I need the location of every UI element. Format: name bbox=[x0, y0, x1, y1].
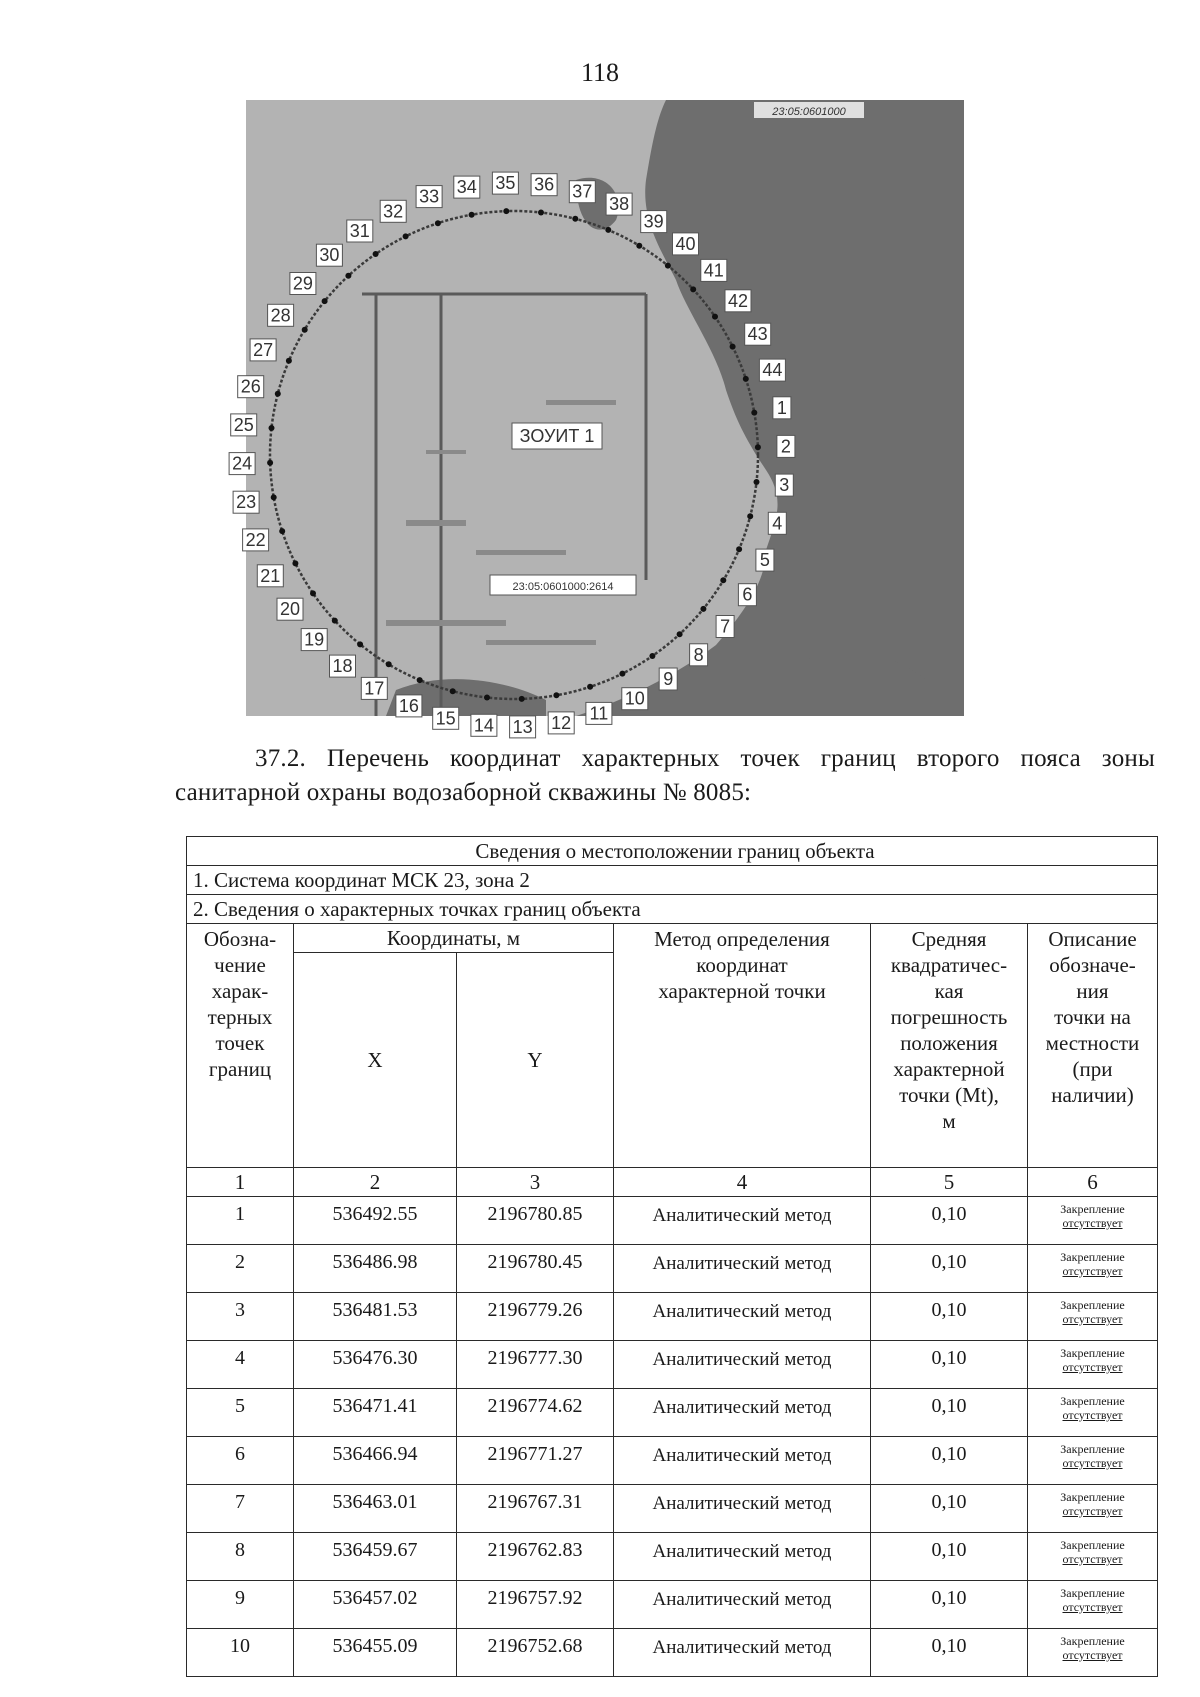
boundary-point-number: 22 bbox=[245, 529, 266, 550]
point-description bbox=[1028, 1581, 1158, 1629]
boundary-point-marker bbox=[417, 677, 423, 683]
boundary-point-marker bbox=[755, 444, 761, 450]
table-title: Сведения о местоположении границ объекта bbox=[187, 837, 1158, 866]
point-description bbox=[1028, 1293, 1158, 1341]
boundary-point-marker bbox=[587, 684, 593, 690]
boundary-point-number: 33 bbox=[419, 186, 440, 207]
mt-error: 0,10 bbox=[871, 1629, 1028, 1677]
boundary-point-number: 44 bbox=[762, 360, 783, 381]
point-number: 4 bbox=[187, 1341, 294, 1389]
boundary-point-marker bbox=[345, 273, 351, 279]
boundary-point-number: 17 bbox=[364, 678, 385, 699]
point-number: 9 bbox=[187, 1581, 294, 1629]
col-number: 4 bbox=[614, 1168, 871, 1197]
boundary-point-label bbox=[777, 435, 795, 457]
boundary-point-marker bbox=[736, 546, 742, 552]
boundary-point-number: 31 bbox=[349, 221, 370, 241]
x-coordinate: 536481.53 bbox=[294, 1293, 457, 1341]
method: Аналитический метод bbox=[614, 1197, 871, 1245]
y-coordinate: 2196762.83 bbox=[457, 1533, 614, 1581]
description-line: Закрепление bbox=[1060, 1586, 1125, 1600]
coordinate-system: 1. Система координат МСК 23, зона 2 bbox=[187, 866, 1158, 895]
y-coordinate: 2196777.30 bbox=[457, 1341, 614, 1389]
y-coordinate: 2196780.45 bbox=[457, 1245, 614, 1293]
boundary-point-marker bbox=[484, 695, 490, 701]
boundary-point-label bbox=[641, 211, 667, 233]
point-description bbox=[1028, 1533, 1158, 1581]
boundary-point-label bbox=[548, 712, 574, 734]
boundary-point-label bbox=[745, 323, 771, 345]
boundary-point-number: 7 bbox=[720, 616, 731, 637]
method: Аналитический метод bbox=[614, 1389, 871, 1437]
boundary-point-label bbox=[738, 584, 756, 606]
point-description bbox=[1028, 1197, 1158, 1245]
boundary-point-number: 30 bbox=[319, 245, 340, 266]
boundary-point-marker bbox=[538, 210, 544, 216]
boundary-point-number: 21 bbox=[260, 565, 281, 586]
boundary-point-label bbox=[250, 339, 276, 361]
table-row bbox=[187, 1533, 1158, 1581]
boundary-point-marker bbox=[743, 376, 749, 382]
boundary-point-label bbox=[277, 598, 303, 620]
description-line: Закрепление bbox=[1060, 1250, 1125, 1264]
boundary-point-marker bbox=[665, 263, 671, 269]
boundary-point-label bbox=[330, 655, 356, 677]
boundary-point-marker bbox=[712, 314, 718, 320]
x-coordinate: 536476.30 bbox=[294, 1341, 457, 1389]
col-number: 3 bbox=[457, 1168, 614, 1197]
header-coordinates: Координаты, м bbox=[294, 924, 614, 953]
boundary-point-number: 2 bbox=[780, 436, 791, 457]
method: Аналитический метод bbox=[614, 1341, 871, 1389]
boundary-point-number: 26 bbox=[240, 376, 261, 397]
table-row bbox=[187, 1485, 1158, 1533]
table-row bbox=[187, 1341, 1158, 1389]
header-x: X bbox=[294, 953, 457, 1168]
point-description bbox=[1028, 1437, 1158, 1485]
boundary-point-label bbox=[773, 397, 791, 419]
point-number: 2 bbox=[187, 1245, 294, 1293]
cadastral-top-label bbox=[754, 102, 864, 118]
boundary-point-marker bbox=[677, 631, 683, 637]
boundary-point-marker bbox=[267, 460, 273, 466]
section-title: 2. Сведения о характерных точках границ объекта bbox=[187, 895, 1158, 924]
mt-error: 0,10 bbox=[871, 1533, 1028, 1581]
boundary-point-number: 38 bbox=[609, 194, 630, 215]
boundary-point-number: 25 bbox=[233, 414, 254, 435]
boundary-point-marker bbox=[503, 208, 509, 214]
boundary-point-marker bbox=[386, 661, 392, 667]
boundary-point-number: 24 bbox=[232, 453, 253, 474]
boundary-point-label bbox=[471, 714, 497, 736]
x-coordinate: 536492.55 bbox=[294, 1197, 457, 1245]
boundary-point-label bbox=[433, 707, 459, 729]
section-heading: 37.2. Перечень координат характерных точек границ второго пояса зоны санитарной охраны водозаборной скважины № 8085: bbox=[175, 745, 1155, 806]
page-number: 118 bbox=[580, 58, 620, 87]
column-numbers-row bbox=[187, 1168, 1158, 1197]
method: Аналитический метод bbox=[614, 1485, 871, 1533]
boundary-point-number: 1 bbox=[776, 397, 787, 418]
mt-error: 0,10 bbox=[871, 1485, 1028, 1533]
boundary-point-label bbox=[622, 688, 648, 710]
boundary-point-number: 10 bbox=[624, 688, 645, 709]
point-number: 8 bbox=[187, 1533, 294, 1581]
boundary-point-number: 42 bbox=[727, 290, 749, 311]
point-description bbox=[1028, 1341, 1158, 1389]
boundary-point-label bbox=[380, 200, 406, 222]
description-line: Закрепление bbox=[1060, 1346, 1125, 1360]
coordinates-table bbox=[186, 836, 1158, 1677]
boundary-point-number: 41 bbox=[703, 260, 724, 281]
boundary-point-label bbox=[454, 176, 480, 198]
mt-error: 0,10 bbox=[871, 1245, 1028, 1293]
boundary-point-label bbox=[233, 491, 259, 513]
point-description bbox=[1028, 1389, 1158, 1437]
method: Аналитический метод bbox=[614, 1629, 871, 1677]
table-row bbox=[187, 1245, 1158, 1293]
table-row bbox=[187, 1629, 1158, 1677]
boundary-point-number: 12 bbox=[551, 712, 572, 733]
point-number: 1 bbox=[187, 1197, 294, 1245]
boundary-point-label bbox=[243, 529, 269, 551]
boundary-point-marker bbox=[700, 606, 706, 612]
mt-error: 0,10 bbox=[871, 1581, 1028, 1629]
boundary-point-label bbox=[396, 695, 422, 717]
point-number: 3 bbox=[187, 1293, 294, 1341]
boundary-point-label bbox=[775, 474, 793, 496]
boundary-point-label bbox=[231, 414, 257, 436]
description-line: отсутствует bbox=[1062, 1408, 1123, 1422]
boundary-point-marker bbox=[649, 653, 655, 659]
boundary-point-number: 14 bbox=[473, 715, 494, 736]
y-coordinate: 2196757.92 bbox=[457, 1581, 614, 1629]
x-coordinate: 536466.94 bbox=[294, 1437, 457, 1485]
description-line: Закрепление bbox=[1060, 1490, 1125, 1504]
map-svg bbox=[232, 100, 964, 737]
boundary-point-label bbox=[673, 233, 699, 255]
table-row bbox=[187, 1293, 1158, 1341]
boundary-point-marker bbox=[619, 671, 625, 677]
boundary-point-label bbox=[301, 629, 327, 651]
point-description bbox=[1028, 1629, 1158, 1677]
method: Аналитический метод bbox=[614, 1581, 871, 1629]
boundary-point-label bbox=[606, 193, 632, 215]
boundary-point-marker bbox=[403, 233, 409, 239]
boundary-point-label bbox=[716, 616, 734, 638]
table-row bbox=[187, 1389, 1158, 1437]
point-number: 5 bbox=[187, 1389, 294, 1437]
parcel-label-text: 23:05:0601000:2614 bbox=[512, 581, 614, 593]
boundary-point-marker bbox=[751, 410, 757, 416]
boundary-point-label bbox=[257, 565, 283, 587]
boundary-point-label bbox=[361, 677, 387, 699]
description-line: Закрепление bbox=[1060, 1298, 1125, 1312]
boundary-point-marker bbox=[332, 618, 338, 624]
y-coordinate: 2196771.27 bbox=[457, 1437, 614, 1485]
boundary-point-marker bbox=[519, 696, 525, 702]
boundary-point-label bbox=[690, 644, 708, 666]
description-line: отсутствует bbox=[1062, 1504, 1123, 1518]
boundary-point-marker bbox=[275, 391, 281, 397]
boundary-point-number: 19 bbox=[304, 629, 325, 650]
boundary-point-marker bbox=[572, 216, 578, 222]
point-number: 6 bbox=[187, 1437, 294, 1485]
x-coordinate: 536459.67 bbox=[294, 1533, 457, 1581]
boundary-point-label bbox=[416, 186, 442, 208]
boundary-point-marker bbox=[286, 358, 292, 364]
y-coordinate: 2196779.26 bbox=[457, 1293, 614, 1341]
description-line: отсутствует bbox=[1062, 1216, 1123, 1230]
description-line: Закрепление bbox=[1060, 1538, 1125, 1552]
boundary-point-number: 16 bbox=[398, 695, 419, 716]
map-figure bbox=[232, 100, 964, 737]
header-method: Метод определения координат характерной точки bbox=[614, 924, 871, 1168]
boundary-point-number: 15 bbox=[435, 708, 456, 729]
boundary-point-marker bbox=[310, 590, 316, 596]
boundary-point-marker bbox=[469, 212, 475, 218]
boundary-point-marker bbox=[292, 560, 298, 566]
description-line: Закрепление bbox=[1060, 1634, 1125, 1648]
boundary-point-number: 37 bbox=[572, 181, 593, 202]
y-coordinate: 2196780.85 bbox=[457, 1197, 614, 1245]
mt-error: 0,10 bbox=[871, 1437, 1028, 1485]
description-line: отсутствует bbox=[1062, 1360, 1123, 1374]
boundary-point-number: 23 bbox=[236, 492, 257, 513]
boundary-point-label bbox=[701, 259, 727, 281]
boundary-point-marker bbox=[269, 425, 275, 431]
x-coordinate: 536455.09 bbox=[294, 1629, 457, 1677]
boundary-point-label bbox=[238, 376, 264, 398]
boundary-point-number: 29 bbox=[292, 273, 313, 294]
boundary-point-label bbox=[759, 359, 785, 381]
boundary-point-marker bbox=[720, 577, 726, 583]
boundary-point-number: 11 bbox=[589, 703, 609, 724]
boundary-point-number: 27 bbox=[253, 339, 274, 360]
table-row bbox=[187, 1581, 1158, 1629]
boundary-point-number: 35 bbox=[495, 173, 516, 194]
zone-label bbox=[512, 423, 602, 449]
header-y: Y bbox=[457, 953, 614, 1168]
boundary-point-number: 6 bbox=[742, 584, 753, 605]
header-error: Средняя квадратичес- кая погрешность положения характерной точки (Mt), м bbox=[871, 924, 1028, 1168]
boundary-point-number: 34 bbox=[456, 177, 477, 198]
col-number: 6 bbox=[1028, 1168, 1158, 1197]
boundary-point-marker bbox=[357, 641, 363, 647]
boundary-point-marker bbox=[271, 494, 277, 500]
description-line: отсутствует bbox=[1062, 1600, 1123, 1614]
mt-error: 0,10 bbox=[871, 1197, 1028, 1245]
boundary-point-number: 43 bbox=[747, 324, 768, 345]
boundary-point-label bbox=[290, 273, 316, 295]
table-row bbox=[187, 1437, 1158, 1485]
point-description bbox=[1028, 1245, 1158, 1293]
boundary-point-marker bbox=[553, 692, 559, 698]
description-line: отсутствует bbox=[1062, 1648, 1123, 1662]
boundary-point-label bbox=[659, 668, 677, 690]
boundary-point-marker bbox=[690, 286, 696, 292]
col-number: 2 bbox=[294, 1168, 457, 1197]
boundary-point-marker bbox=[279, 528, 285, 534]
description-line: отсутствует bbox=[1062, 1456, 1123, 1470]
boundary-point-number: 4 bbox=[772, 513, 783, 534]
boundary-point-number: 39 bbox=[643, 211, 664, 232]
boundary-point-number: 20 bbox=[279, 599, 301, 620]
y-coordinate: 2196752.68 bbox=[457, 1629, 614, 1677]
boundary-point-number: 5 bbox=[759, 550, 770, 571]
boundary-point-number: 18 bbox=[332, 656, 353, 677]
mt-error: 0,10 bbox=[871, 1341, 1028, 1389]
description-line: Закрепление bbox=[1060, 1202, 1125, 1216]
x-coordinate: 536486.98 bbox=[294, 1245, 457, 1293]
x-coordinate: 536457.02 bbox=[294, 1581, 457, 1629]
boundary-point-number: 8 bbox=[693, 644, 704, 665]
method: Аналитический метод bbox=[614, 1293, 871, 1341]
boundary-point-number: 32 bbox=[383, 201, 404, 222]
boundary-point-number: 3 bbox=[779, 475, 790, 496]
table-body bbox=[187, 1197, 1158, 1677]
boundary-point-marker bbox=[754, 479, 760, 485]
description-line: отсутствует bbox=[1062, 1312, 1123, 1326]
boundary-point-label bbox=[492, 172, 518, 194]
boundary-point-label bbox=[586, 702, 612, 724]
boundary-point-label bbox=[347, 220, 373, 242]
col-number: 1 bbox=[187, 1168, 294, 1197]
boundary-point-number: 13 bbox=[512, 716, 533, 737]
x-coordinate: 536463.01 bbox=[294, 1485, 457, 1533]
mt-error: 0,10 bbox=[871, 1293, 1028, 1341]
point-description bbox=[1028, 1485, 1158, 1533]
zone-label-text: ЗОУИТ 1 bbox=[519, 426, 595, 446]
boundary-point-label bbox=[229, 453, 255, 475]
parcel-label bbox=[490, 575, 636, 595]
boundary-point-label bbox=[768, 512, 786, 534]
description-line: Закрепление bbox=[1060, 1394, 1125, 1408]
boundary-point-number: 9 bbox=[663, 669, 674, 689]
boundary-point-marker bbox=[302, 327, 308, 333]
boundary-point-marker bbox=[747, 513, 753, 519]
point-number: 7 bbox=[187, 1485, 294, 1533]
method: Аналитический метод bbox=[614, 1245, 871, 1293]
description-line: Закрепление bbox=[1060, 1442, 1125, 1456]
boundary-point-label bbox=[569, 181, 595, 203]
header-designation: Обозна- чение харак- терных точек границ bbox=[187, 924, 294, 1168]
boundary-point-marker bbox=[605, 227, 611, 233]
boundary-point-number: 36 bbox=[534, 174, 555, 195]
y-coordinate: 2196774.62 bbox=[457, 1389, 614, 1437]
method: Аналитический метод bbox=[614, 1533, 871, 1581]
boundary-point-label bbox=[725, 290, 751, 312]
table-row bbox=[187, 1197, 1158, 1245]
x-coordinate: 536471.41 bbox=[294, 1389, 457, 1437]
y-coordinate: 2196767.31 bbox=[457, 1485, 614, 1533]
boundary-point-label bbox=[510, 716, 536, 738]
cadastral-top-text: 23:05:0601000 bbox=[772, 106, 846, 118]
boundary-point-label bbox=[756, 549, 774, 571]
boundary-point-marker bbox=[636, 243, 642, 249]
description-line: отсутствует bbox=[1062, 1264, 1123, 1278]
boundary-point-marker bbox=[435, 220, 441, 226]
boundary-point-marker bbox=[322, 298, 328, 304]
boundary-point-number: 28 bbox=[270, 305, 291, 326]
boundary-point-marker bbox=[730, 344, 736, 350]
point-number: 10 bbox=[187, 1629, 294, 1677]
boundary-point-marker bbox=[373, 251, 379, 257]
mt-error: 0,10 bbox=[871, 1389, 1028, 1437]
boundary-point-label bbox=[316, 244, 342, 266]
description-line: отсутствует bbox=[1062, 1552, 1123, 1566]
boundary-point-marker bbox=[450, 688, 456, 694]
col-number: 5 bbox=[871, 1168, 1028, 1197]
header-description: Описание обозначе- ния точки на местности (при наличии) bbox=[1028, 924, 1158, 1168]
boundary-point-label bbox=[268, 304, 294, 326]
boundary-point-number: 40 bbox=[675, 233, 696, 254]
method: Аналитический метод bbox=[614, 1437, 871, 1485]
boundary-point-label bbox=[531, 174, 557, 196]
